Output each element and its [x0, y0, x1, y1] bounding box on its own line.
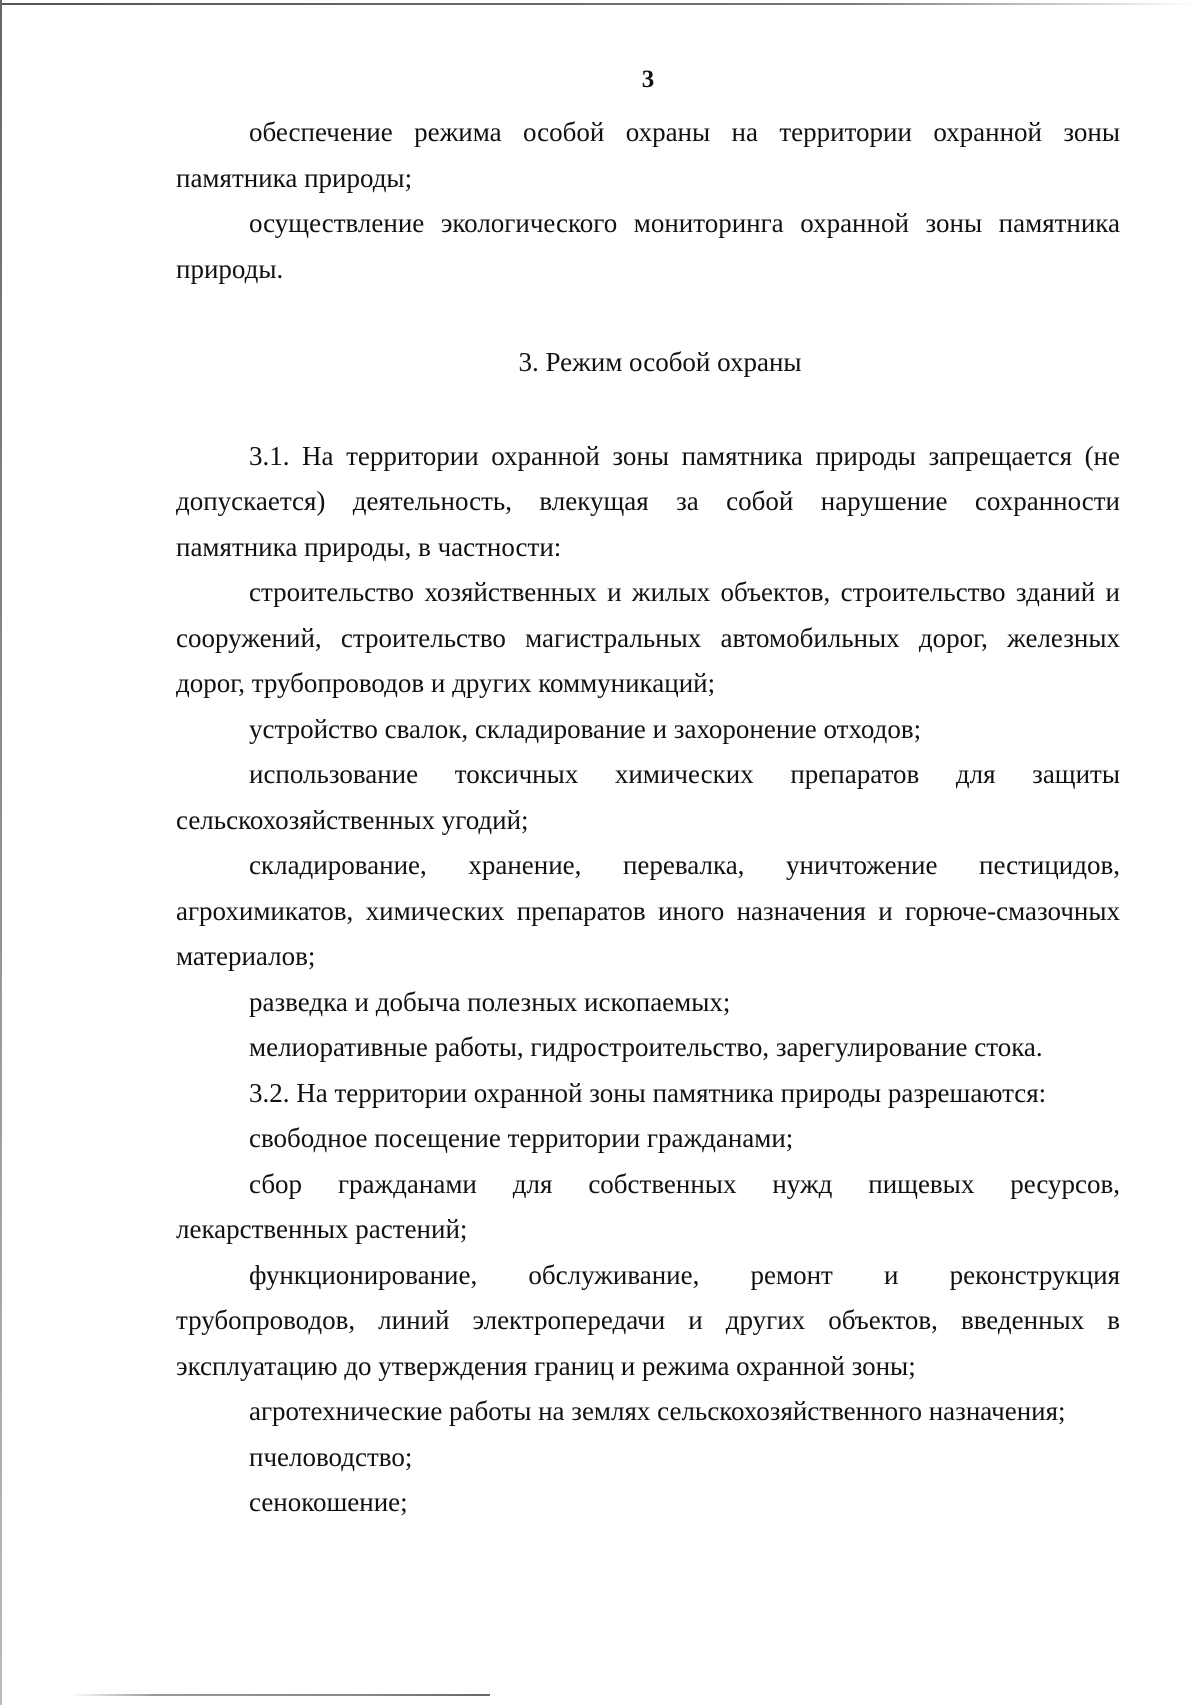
page-number: 3	[641, 66, 655, 93]
paragraph: 3.2. На территории охранной зоны памятника природы разрешаются:	[249, 1077, 1047, 1108]
list-item: разведка и добыча полезных ископаемых;	[249, 986, 731, 1017]
list-item: сенокошение;	[249, 1487, 408, 1517]
list-item: складирование, хранение, перевалка, уничтожение пестицидов, агрохимикатов, химических препаратов иного назначения и горюче-смазочных материалов;	[176, 850, 1120, 971]
paragraph: 3.1. На территории охранной зоны памятника природы запрещается (не допускается) деятельность, влекущая за собой нарушение сохранности памятника природы, в частности:	[176, 440, 1120, 562]
paragraph: обеспечение режима особой охраны на территории охранной зоны памятника природы;	[176, 117, 1120, 193]
scan-edge-left	[0, 0, 2, 1705]
list-item: устройство свалок, складирование и захоронение отходов;	[249, 713, 922, 744]
scan-edge-top	[0, 3, 1200, 5]
list-item: агротехнические работы на землях сельскохозяйственного назначения;	[249, 1396, 1066, 1426]
section-heading	[176, 340, 1120, 386]
document-body	[176, 110, 1120, 1526]
list-item: строительство хозяйственных и жилых объектов, строительство зданий и сооружений, строительство магистральных автомобильных дорог, железных дорог, трубопроводов и других коммуникаций;	[176, 577, 1120, 698]
paragraph: осуществление экологического мониторинга охранной зоны памятника природы.	[176, 208, 1120, 284]
list-item: использование токсичных химических препаратов для защиты сельскохозяйственных угодий;	[176, 759, 1120, 835]
list-item: пчеловодство;	[249, 1441, 413, 1472]
list-item: функционирование, обслуживание, ремонт и реконструкция трубопроводов, линий электропередачи и других объектов, введенных в эксплуатацию до утверждения границ и режима охранной зоны;	[176, 1259, 1120, 1381]
list-item: мелиоративные работы, гидростроительство, зарегулирование стока.	[249, 1032, 1043, 1062]
list-item: сбор гражданами для собственных нужд пищевых ресурсов, лекарственных растений;	[176, 1168, 1120, 1244]
scan-edge-bottom	[70, 1694, 490, 1696]
section-heading-text: 3. Режим особой охраны	[518, 347, 802, 377]
list-item: свободное посещение территории гражданами;	[249, 1123, 794, 1153]
